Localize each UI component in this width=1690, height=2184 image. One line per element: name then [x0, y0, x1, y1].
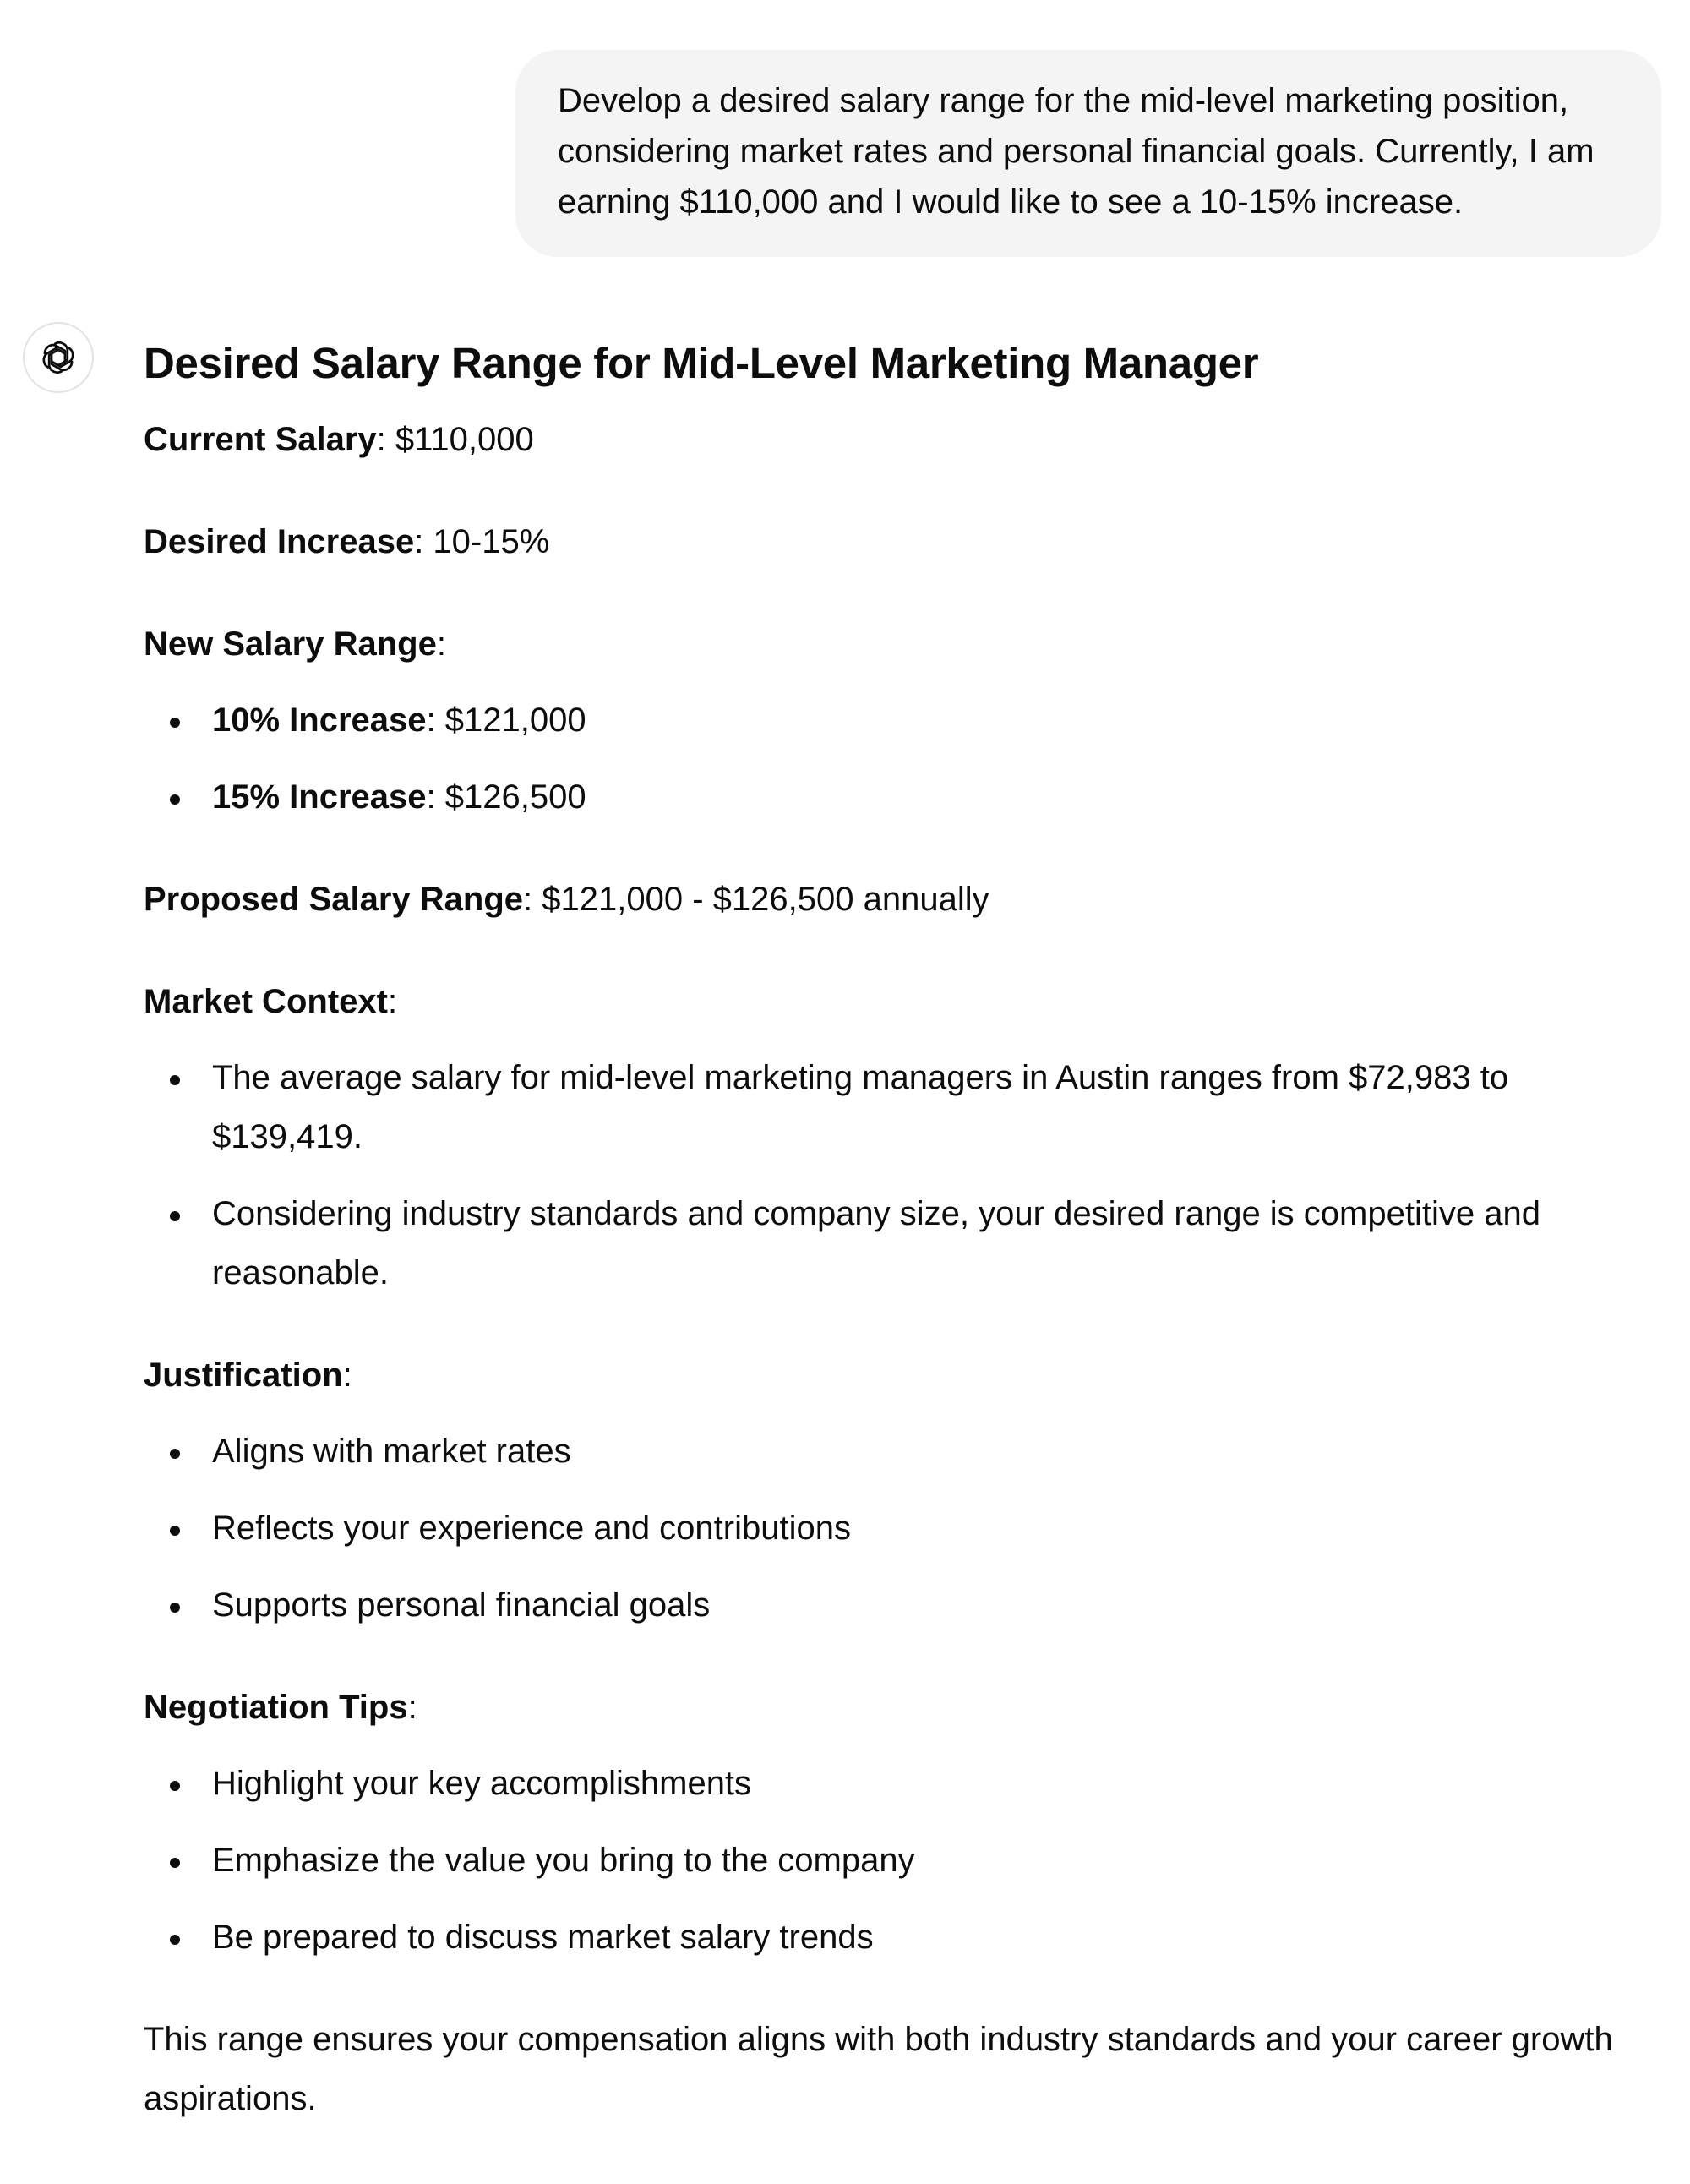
- current-salary-label: Current Salary: [144, 421, 377, 458]
- negotiation-tips-heading: [144, 1678, 1665, 1737]
- list-item: Emphasize the value you bring to the company: [144, 1831, 1665, 1890]
- user-message-bubble: [515, 50, 1661, 257]
- list-item: Considering industry standards and company size, your desired range is competitive and reasonable.: [144, 1184, 1665, 1302]
- list-item: Aligns with market rates: [144, 1422, 1665, 1481]
- market-context-label: Market Context: [144, 983, 388, 1020]
- increase-label: 15% Increase: [212, 778, 427, 816]
- closing-paragraph: This range ensures your compensation aligns with both industry standards and your career growth aspirations.: [144, 2021, 1613, 2117]
- proposed-range-value: : $121,000 - $126,500 annually: [523, 881, 989, 918]
- proposed-range-line: [144, 870, 1665, 929]
- market-context-heading: [144, 972, 1665, 1031]
- colon: :: [342, 1357, 352, 1394]
- list-item: Highlight your key accomplishments: [144, 1754, 1665, 1813]
- current-salary-value: : $110,000: [376, 421, 534, 458]
- proposed-range-label: Proposed Salary Range: [144, 881, 524, 918]
- assistant-response: [144, 334, 1665, 2128]
- new-salary-range-heading: [144, 614, 1665, 674]
- user-message-text: Develop a desired salary range for the mid-level marketing position, considering market rates and personal financial goals. Currently, I am earning $110,000 and I would like to see a 10-15% increase.: [558, 82, 1595, 221]
- increase-value: : $121,000: [426, 702, 586, 739]
- openai-logo-icon: [37, 336, 79, 379]
- list-item: Be prepared to discuss market salary trends: [144, 1908, 1665, 1967]
- negotiation-tips-label: Negotiation Tips: [144, 1689, 408, 1726]
- negotiation-tips-list: [144, 1754, 1665, 1967]
- increase-value: : $126,500: [426, 778, 586, 816]
- justification-heading: [144, 1346, 1665, 1405]
- increase-label: 10% Increase: [212, 702, 427, 739]
- desired-increase-line: [144, 512, 1665, 571]
- colon: :: [407, 1689, 417, 1726]
- list-item: Reflects your experience and contributions: [144, 1499, 1665, 1558]
- new-salary-range-list: [144, 691, 1665, 827]
- response-title: Desired Salary Range for Mid-Level Marketing Manager: [144, 339, 1259, 387]
- justification-list: [144, 1422, 1665, 1635]
- justification-label: Justification: [144, 1357, 343, 1394]
- desired-increase-label: Desired Increase: [144, 523, 415, 560]
- colon: :: [436, 625, 446, 663]
- market-context-list: [144, 1048, 1665, 1302]
- list-item: [144, 691, 1665, 750]
- assistant-avatar: [23, 322, 94, 393]
- list-item: The average salary for mid-level marketing managers in Austin ranges from $72,983 to $139,419.: [144, 1048, 1665, 1166]
- new-salary-range-label: New Salary Range: [144, 625, 437, 663]
- list-item: Supports personal financial goals: [144, 1575, 1665, 1635]
- list-item: [144, 767, 1665, 827]
- desired-increase-value: : 10-15%: [414, 523, 550, 560]
- current-salary-line: [144, 410, 1665, 469]
- colon: :: [387, 983, 398, 1020]
